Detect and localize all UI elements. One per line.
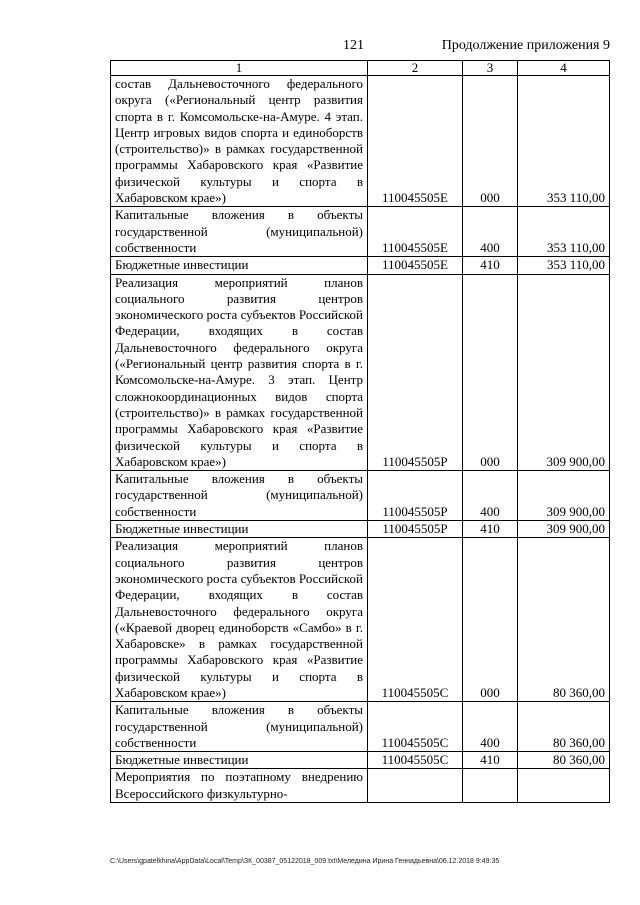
- target-article-code: 110045505С: [368, 702, 463, 752]
- target-article-code: 110045505Е: [368, 257, 463, 274]
- target-article-code: 110045505Р: [368, 521, 463, 538]
- row-description: Реализация мероприятий планов социального развития центров экономического роста субъектов Российской Федерации, входящих в состав Дальневосточного федерального округа («Краевой дворец единоборств «Самбо» в г. Хабаровске» в рамках государственной программы Хабаровского края «Развитие физической культуры и спорта в Хабаровском крае»): [111, 538, 368, 702]
- row-description: Капитальные вложения в объекты государственной (муниципальной) собственности: [111, 471, 368, 521]
- column-header: 2: [368, 61, 463, 76]
- amount: 309 900,00: [518, 521, 610, 538]
- amount: 309 900,00: [518, 471, 610, 521]
- footer-file-path: C:\Users\gpatelkhina\AppData\Local\Temp\ЗК_00387_05122018_009.txt\Меледина Ирина Геннадьевна\06.12.2018 9:49:35: [110, 858, 500, 865]
- expense-type-code: 400: [463, 207, 518, 257]
- table-header-row: [111, 61, 610, 76]
- table-row: [111, 257, 610, 274]
- target-article-code: 110045505С: [368, 752, 463, 769]
- expense-type-code: 000: [463, 538, 518, 702]
- row-description: Реализация мероприятий планов социального развития центров экономического роста субъектов Российской Федерации, входящих в состав Дальневосточного федерального округа («Региональный центр развития спорта в г. Комсомольске-на-Амуре. 3 этап. Центр сложнокоординационных видов спорта (строительство)» в рамках государственной программы Хабаровского края «Развитие физической культуры и спорта в Хабаровском крае»): [111, 274, 368, 471]
- amount: 353 110,00: [518, 207, 610, 257]
- expense-type-code: 410: [463, 752, 518, 769]
- row-description: Капитальные вложения в объекты государственной (муниципальной) собственности: [111, 207, 368, 257]
- row-description: Бюджетные инвестиции: [111, 257, 368, 274]
- table-row: [111, 76, 610, 207]
- table-row: [111, 521, 610, 538]
- column-header: 1: [111, 61, 368, 76]
- target-article-code: 110045505С: [368, 538, 463, 702]
- row-description: Капитальные вложения в объекты государственной (муниципальной) собственности: [111, 702, 368, 752]
- amount: 80 360,00: [518, 752, 610, 769]
- table-row: [111, 471, 610, 521]
- table-row: [111, 702, 610, 752]
- expense-type-code: 000: [463, 76, 518, 207]
- target-article-code: 110045505Е: [368, 207, 463, 257]
- table-row: [111, 207, 610, 257]
- row-description: Бюджетные инвестиции: [111, 752, 368, 769]
- amount: 309 900,00: [518, 274, 610, 471]
- budget-table: [110, 60, 610, 803]
- row-description: состав Дальневосточного федерального округа («Региональный центр развития спорта в г. Комсомольске-на-Амуре. 4 этап. Центр игровых видов спорта и единоборств (строительство)» в рамках государственной программы Хабаровского края «Развитие физической культуры и спорта в Хабаровском крае»): [111, 76, 368, 207]
- row-description: Бюджетные инвестиции: [111, 521, 368, 538]
- expense-type-code: 410: [463, 257, 518, 274]
- target-article-code: 110045505Е: [368, 76, 463, 207]
- expense-type-code: 410: [463, 521, 518, 538]
- expense-type-code: 000: [463, 274, 518, 471]
- amount: [518, 769, 610, 803]
- page-number: 121: [343, 38, 364, 53]
- continuation-label: Продолжение приложения 9: [441, 38, 610, 53]
- table-row: [111, 538, 610, 702]
- amount: 80 360,00: [518, 702, 610, 752]
- expense-type-code: 400: [463, 702, 518, 752]
- table-row: [111, 752, 610, 769]
- expense-type-code: [463, 769, 518, 803]
- column-header: 4: [518, 61, 610, 76]
- amount: 353 110,00: [518, 76, 610, 207]
- expense-type-code: 400: [463, 471, 518, 521]
- amount: 353 110,00: [518, 257, 610, 274]
- target-article-code: [368, 769, 463, 803]
- row-description: Мероприятия по поэтапному внедрению Всероссийского физкультурно-: [111, 769, 368, 803]
- table-row: [111, 274, 610, 471]
- table-row: [111, 769, 610, 803]
- target-article-code: 110045505Р: [368, 471, 463, 521]
- column-header: 3: [463, 61, 518, 76]
- amount: 80 360,00: [518, 538, 610, 702]
- target-article-code: 110045505Р: [368, 274, 463, 471]
